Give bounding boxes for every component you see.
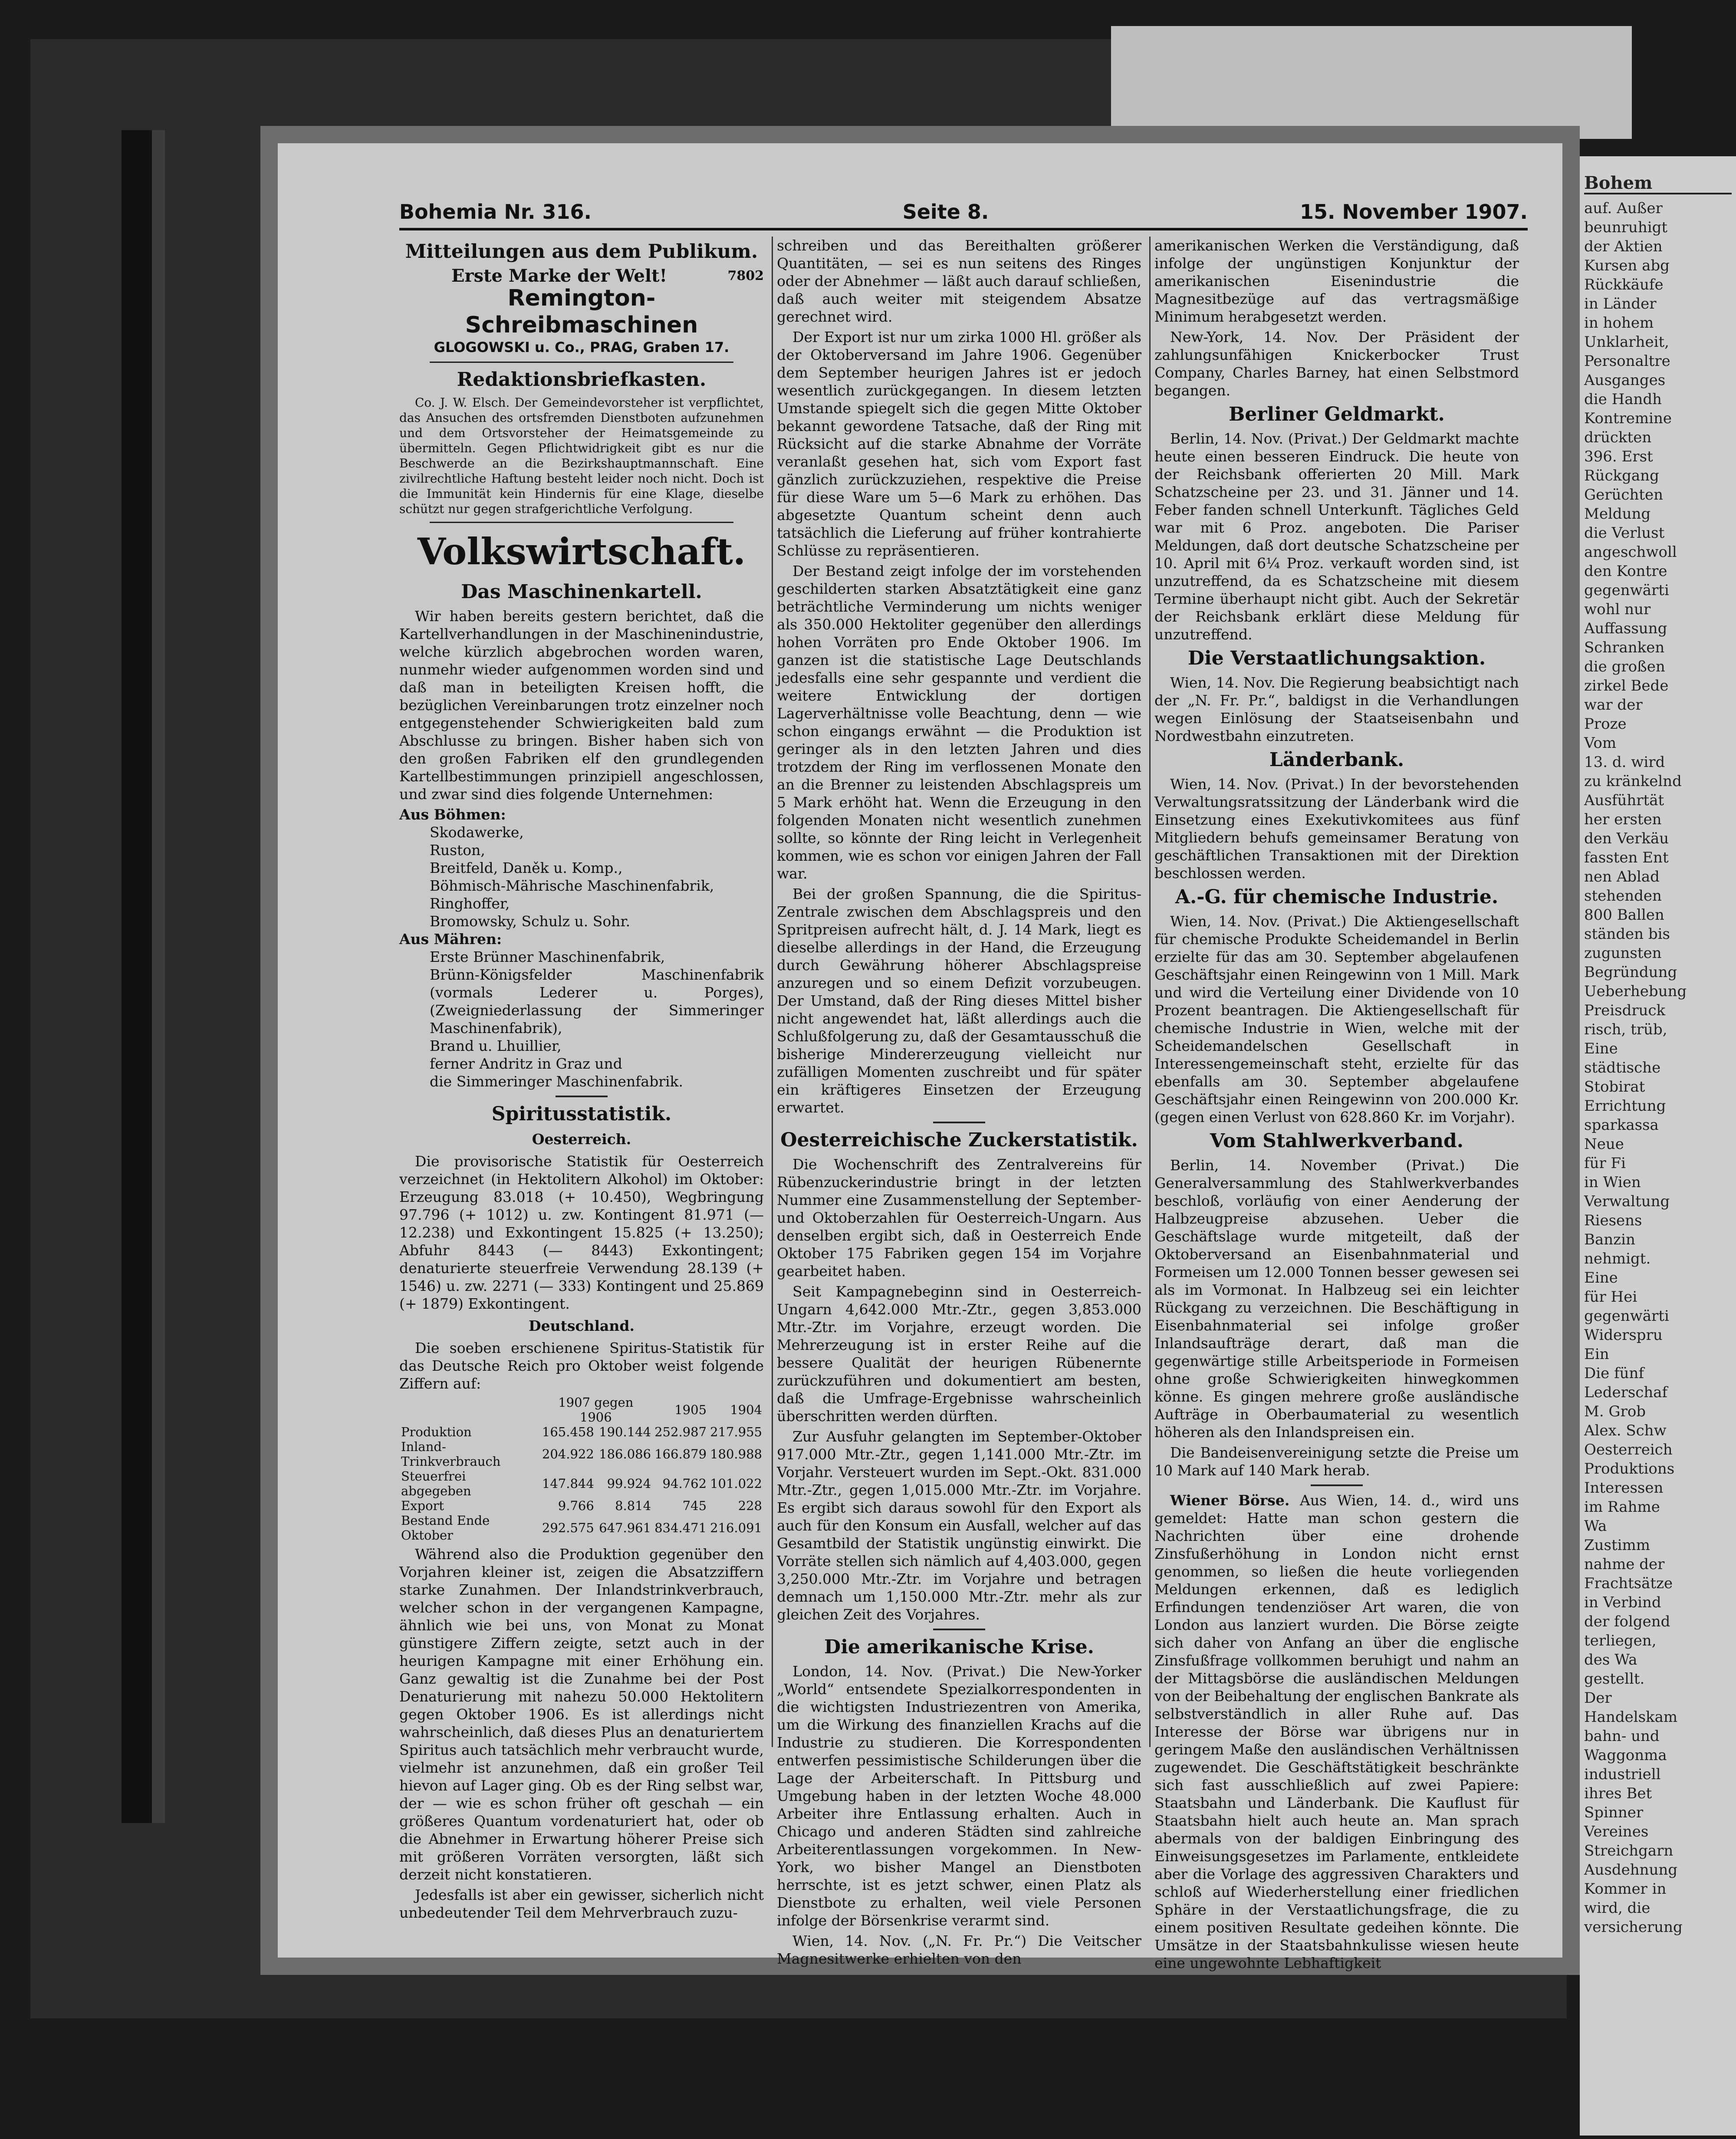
adjacent-line: war der [1584,696,1643,714]
header-left: Bohemia Nr. 316. [399,200,592,224]
briefkasten-heading: Redaktionsbriefkasten. [457,369,707,391]
adjacent-line: nehmigt. [1584,1250,1651,1267]
list-item: Breitfeld, Daněk u. Komp., [430,859,623,876]
adjacent-line: Personaltre [1584,352,1670,370]
adjacent-line: wird, die [1584,1899,1651,1917]
adjacent-line: industriell [1584,1766,1661,1783]
table-cell: 292.575 [542,1520,594,1535]
table-cell: Produktion [401,1425,472,1439]
laenderbank-text: Wien, 14. Nov. (Privat.) In der bevorstehenden Verwaltungsratssitzung der Länderbank wird die Einsetzung eines Exekutivkomitees aus fünf Mitgliedern behufs gemeinsamer Beratung von geschäftlichen Transaktionen mit der Direktion beschlossen werden. [1154,776,1519,882]
oesterreich-text: Die provisorische Statistik für Oesterreich verzeichnet (in Hektolitern Alkohol) im Oktober: Erzeugung 83.018 (+ 10.450), Wegbringung 97.796 (+ 1012) u. zw. Kontingent 81.971 (— 12.238) und Exkontingent 15.825 (+ 13.250); Abfuhr 8443 (— 8443) Exkontingent; denaturierte steuerfreie Verwendung 28.139 (+ 1546) u. zw. 2271 (— 333) Kontingent und 25.869 (+ 1879) Exkontingent. [399,1153,764,1312]
header-rule [399,228,1528,230]
separator [430,522,733,523]
adjacent-line: gestellt. [1584,1670,1645,1688]
adjacent-page-lines [1584,199,1732,1937]
oesterreich-subheading: Oesterreich. [532,1131,631,1148]
adjacent-line: Der [1584,1689,1612,1707]
table-cell: 745 [682,1498,707,1513]
adjacent-line: den Kontre [1584,563,1667,580]
adjacent-line: Produktions [1584,1460,1675,1478]
separator [430,362,733,363]
zucker-text: Zur Ausfuhr gelangten im September-Oktober 917.000 Mtr.-Ztr., gegen 1,141.000 Mtr.-Ztr. im Vorjahr. Versteuert wurden im Sept.-Okt. 831.000 Mtr.-Ztr., gegen 1,015.000 Mtr.-Ztr. im Vorjahre. Es ergibt sich daraus sowohl für den Export als auch für den Konsum ein Ausfall, welcher auf das Gesamtbild der Statistik ungünstig einwirkt. Die Vorräte stellen sich nämlich auf 4,403.000, gegen 3,250.000 Mtr.-Ztr. im Vorjahre und betragen demnach um 1,150.000 Mtr.-Ztr. mehr als zur gleichen Zeit des Vorjahres. [777,1428,1141,1623]
volkswirtschaft-heading: Volkswirtschaft. [417,530,746,573]
adjacent-line: Auffassung [1584,620,1667,637]
article-text: Bei der großen Spannung, die die Spiritus-Zentrale zwischen dem Abschlagspreis und den Spritpreisen aufrecht hält, d. J. 14 Mark, liegt es dieselbe allerdings in der Hand, die Erzeugung durch Gewährung höherer Abschlagspreise anzuregen und so einem Defizit vorzubeugen. Der Umstand, daß der Ring dieses Mittel bisher nicht angewendet hat, läßt allerdings auch die Schlußfolgerung zu, daß der Gesamtausschuß die bisherige Mindererzeugung vielleicht nur zufälligen Momenten zuschreibt und für später ein kräftigeres Einsetzen der Erzeugung erwartet. [777,885,1141,1116]
adjacent-line: Proze [1584,715,1627,733]
table-cell: Bestand Ende Oktober [401,1513,490,1543]
adjacent-line: Streichgarn [1584,1842,1674,1859]
laenderbank-heading: Länderbank. [1269,749,1404,771]
adjacent-line: der Aktien [1584,238,1663,255]
column-2 [777,237,1141,1967]
zucker-text: Seit Kampagnebeginn sind in Oesterreich-Ungarn 4,642.000 Mtr.-Ztr., gegen 3,853.000 Mtr.-Ztr. im Vorjahre, erzeugt worden. Die Mehrerzeugung ist in erster Reihe auf die bessere Qualität der heurigen Rübenernte zurückzuführen und dokumentiert am besten, daß die Umfrage-Ergebnisse wahrscheinlich überschritten werden dürften. [777,1283,1141,1425]
adjacent-line: Meldung [1584,505,1651,523]
mitteilungen-heading: Mitteilungen aus dem Publikum. [405,240,758,263]
table-row [399,1439,764,1469]
list-item: ferner Andritz in Graz und [430,1055,622,1072]
maehren-list [399,930,764,1090]
boehmen-heading: Aus Böhmen: [399,806,506,823]
adjacent-line: in Verbind [1584,1594,1661,1611]
light-band [1111,26,1632,139]
adjacent-line: Rückkäufe [1584,276,1664,293]
verstaatlichung-heading: Die Verstaatlichungsaktion. [1187,647,1486,669]
adjacent-line: Schranken [1584,639,1665,656]
list-item: Bromowsky, Schulz u. Sohr. [430,913,631,930]
adjacent-line: Stobirat [1584,1078,1645,1096]
adjacent-line: zirkel Bede [1584,677,1669,694]
adjacent-line: Wa [1584,1517,1607,1535]
table-cell: 190.144 [599,1425,651,1439]
verstaatlichung-text: Wien, 14. Nov. Die Regierung beabsichtigt nach der „N. Fr. Pr.“, baldigst in die Verhandlungen wegen Einlösung der Staatseisenbahn und Nordwestbahn einzutreten. [1154,674,1519,744]
table-cell: 165.458 [542,1425,594,1439]
adjacent-line: Ausdehnung [1584,1861,1678,1879]
separator [556,1096,608,1097]
list-item: Ringhoffer, [430,895,510,912]
spiritus-heading: Spiritusstatistik. [491,1103,672,1125]
boerse-heading: Wiener Börse. [1170,1492,1290,1509]
table-cell: 94.762 [662,1476,707,1491]
adjacent-line: der folgend [1584,1613,1670,1630]
adjacent-line: zu kränkelnd [1584,773,1682,790]
adjacent-line: auf. Außer [1584,200,1663,217]
adjacent-line: sparkassa [1584,1116,1659,1134]
adjacent-line: die Handh [1584,391,1662,408]
adjacent-line: fassten Ent [1584,849,1669,866]
table-row [399,1513,764,1543]
table-cell: 252.987 [654,1425,707,1439]
deutschland-text: Die soeben erschienene Spiritus-Statistik für das Deutsche Reich pro Oktober weist folgende Ziffern auf: [399,1339,764,1392]
adjacent-line: Zustimm [1584,1537,1650,1554]
column-1 [399,237,764,1921]
adjacent-line: städtische [1584,1059,1661,1076]
adjacent-line: Kontremine [1584,410,1672,427]
deutschland-text-3: Jedesfalls ist aber ein gewisser, sicherlich nicht unbedeutender Teil dem Mehrverbrauch zuzu- [399,1886,764,1921]
adjacent-line: Eine [1584,1269,1618,1287]
adjacent-line: stehenden [1584,887,1662,905]
spiritus-table [399,1395,764,1543]
adjacent-line: Neue [1584,1135,1624,1153]
table-header-row [399,1395,764,1425]
adjacent-line: nahme der [1584,1556,1665,1573]
adjacent-line: nen Ablad [1584,868,1660,885]
table-cell: Inland-Trinkverbrauch [401,1439,501,1469]
adjacent-line: in hohem [1584,314,1654,332]
maehren-heading: Aus Mähren: [399,931,502,948]
adjacent-line: für Fi [1584,1155,1626,1172]
article-text: New-York, 14. Nov. Der Präsident der zahlungsunfähigen Knickerbocker Trust Company, Charles Barney, hat einen Selbstmord begangen. [1154,329,1519,399]
boehmen-list [399,806,764,930]
adjacent-line: bahn- und [1584,1728,1660,1745]
adjacent-line: für Hei [1584,1288,1637,1306]
adjacent-line: Gerüchten [1584,486,1664,503]
table-cell: 101.022 [710,1476,762,1491]
adjacent-line: 13. d. wird [1584,754,1665,771]
adjacent-line: in Länder [1584,295,1657,313]
stahlwerk-text: Berlin, 14. November (Privat.) Die Generalversammlung des Stahlwerkverbandes beschloß, vorläufig von einer Aenderung der Halbzeugpreise abzusehen. Ueber die Geschäftslage wurde mitgeteilt, daß der Oktoberversand an Eisenbahnmaterial und Formeisen um 12.000 Tonnen besser gewesen sei als im Vormonat. In Halbzeug sei ein leichter Rückgang zu verzeichnen. Die Beschäftigung in Eisenbahnmaterial sei infolge großer Inlandsaufträge derart, daß man die gegenwärtige stille Arbeitsperiode in Formeisen ohne große Schwierigkeiten hinwegkommen könne. Es gingen mehrere große ausländische Aufträge in Oberbaumaterial zu wesentlich höheren als den Inlandspreisen ein. [1154,1157,1519,1441]
ad-erste-marke [399,267,764,285]
ad-number: 7802 [727,268,764,283]
adjacent-line: zugunsten [1584,944,1662,962]
adjacent-line: Banzin [1584,1231,1635,1248]
briefkasten-text: Co. J. W. Elsch. Der Gemeindevorsteher ist verpflichtet, das Ansuchen des ortsfremden Dienstboten aufzunehmen und dem Ortsvorsteher der Heimatsgemeinde zu übermitteln. Gegen Pflichtwidrigkeit gibt es nur die Beschwerde an die Bezirkshauptmannschaft. Eine zivilrechtliche Haftung besteht leider noch nicht. Doch ist die Immunität kein Hindernis für eine Klage, dieselbe schützt nur gegen strafgerichtliche Verfolgung. [399,395,764,516]
adjacent-line: den Verkäu [1584,830,1669,847]
book-spine [122,130,165,1823]
table-cell: 1904 [730,1402,762,1417]
table-cell: 228 [738,1498,762,1513]
adjacent-line: Rückgang [1584,467,1659,484]
erste-marke-text: Erste Marke der Welt! [451,266,667,286]
column-rule-1 [772,237,773,1747]
separator [933,1629,985,1630]
adjacent-line: Vom [1584,734,1617,752]
krise-text: Wien, 14. Nov. („N. Fr. Pr.“) Die Veitscher Magnesitwerke erhielten von den [777,1932,1141,1967]
geldmarkt-text: Berlin, 14. Nov. (Privat.) Der Geldmarkt machte heute einen besseren Eindruck. Die heute von der Reichsbank offerierten 20 Mill. Mark Schatzscheine per 23. und 31. Jänner und 14. Feber fanden schnell Unterkunft. Tägliches Geld war mit 6 Proz. angeboten. Die Pariser Meldungen, daß dort deutsche Schatzscheine per 10. April mit 6¼ Proz. verkauft worden sind, ist unzutreffend, da es Schatzscheine mit diesem Termine überhaupt nicht gibt. Auch der Sekretär der Reichsbank erklärt diese Meldung für unzutreffend. [1154,430,1519,643]
maschinenkartell-heading: Das Maschinenkartell. [461,581,702,603]
article-text: amerikanischen Werken die Verständigung, daß infolge der ungünstigen Konjunktur der amerikanischen Eisenindustrie die Magnesitbezüge auf das vertragsmäßige Minimum herabgesetzt werden. [1154,237,1519,325]
adjacent-line: die Verlust [1584,524,1665,542]
table-cell: 8.814 [615,1498,651,1513]
list-item: Brand u. Lhuillier, [430,1037,562,1054]
deutschland-subheading: Deutschland. [529,1317,635,1334]
boerse-body: Aus Wien, 14. d., wird uns gemeldet: Hatte man schon gestern die Nachrichten über eine drohende Zinsfußerhöhung in London nicht ernst genommen, so ließen die heute vorliegenden Meldungen erkennen, daß es lediglich Erfindungen tendenziöser Art waren, die von London aus lanziert wurden. Die Börse zeigte sich daher von Anfang an über die englische Zinsfußfrage vollkommen beruhigt und nahm an der Mittagsbörse die ausländischen Meldungen von der Beibehaltung der englischen Bankrate als selbstverständlich in aller Ruhe auf. Das Interesse der Börse war übrigens nur in geringem Maße den ausländischen Verhältnissen zugewendet. Die Geschäftstätigkeit beschränkte sich fast ausschließlich auf zwei Papiere: Staatsbahn und Länderbank. Die Kauflust für Staatsbahn hielt auch heute an. Man sprach abermals von der baldigen Einbringung des Einweisungsgesetzes im Parlamente, entkleidete aber die Vorlage des aggressiven Charakters und schloß auf Wiederherstellung einer friedlichen Sphäre in der Verstaatlichungsfrage, die zu einem positiven Resultate gedeihen könnte. Die Umsätze in der Staatsbahnkulisse wiesen heute eine ungewohnte Lebhaftigkeit [1154,1492,1519,1971]
adjacent-line: terliegen, [1584,1632,1657,1649]
table-cell: 186.086 [599,1447,651,1461]
table-cell: 166.879 [654,1447,707,1461]
ag-text: Wien, 14. Nov. (Privat.) Die Aktiengesellschaft für chemische Produkte Scheidemandel in Berlin erzielte für das am 30. September abgelaufenen Geschäftsjahr einen Reingewinn von 1 Mill. Mark und wird die Verteilung einer Dividende von 10 Prozent beantragen. Die Aktiengesellschaft für chemische Industrie in Wien, welche mit der Scheidemandelschen Gesellschaft in Interessengemeinschaft steht, erzielte für das ebenfalls am 30. September abgelaufene Geschäftsjahr einen Reingewinn von 200.000 Kr. (gegen einen Verlust von 628.860 Kr. im Vorjahr). [1154,913,1519,1125]
adjacent-line: Die fünf [1584,1365,1644,1382]
glogowski-address: GLOGOWSKI u. Co., PRAG, Graben 17. [434,339,730,355]
table-cell: 1907 gegen 1906 [558,1395,634,1425]
adjacent-page [1580,156,1736,2136]
adjacent-line: des Wa [1584,1651,1637,1668]
adjacent-line: Ein [1584,1346,1609,1363]
adjacent-line: M. Grob [1584,1403,1646,1420]
table-row [399,1498,764,1513]
list-item: die Simmeringer Maschinenfabrik. [430,1073,684,1090]
adjacent-line: Begründung [1584,964,1677,981]
adjacent-line: 396. Erst [1584,448,1653,465]
adjacent-line: Preisdruck [1584,1002,1666,1019]
newspaper-page [278,143,1562,1971]
zucker-text: Die Wochenschrift des Zentralvereins für Rübenzuckerindustrie bringt in der letzten Nummer eine Zusammenstellung der September- und Oktoberzahlen für Oesterreich-Ungarn. Aus denselben ergibt sich, daß in Oesterreich Ende Oktober 175 Fabriken gegen 154 im Vorjahre gearbeitet haben. [777,1156,1141,1280]
adjacent-line: Ueberhebung [1584,983,1687,1000]
adjacent-line: Spinner [1584,1804,1644,1821]
adjacent-page-header: Bohem [1584,174,1732,194]
adjacent-line: die großen [1584,658,1665,675]
article-text: Der Export ist nur um zirka 1000 Hl. größer als der Oktoberversand im Jahre 1906. Gegenüber dem September heurigen Jahres ist er jedoch wesentlich zurückgegangen. In diesem letzten Umstande spiegelt sich die gegen Mitte Oktober bekannt gewordene Tatsache, daß der Ring mit Rücksicht auf die starke Abnahme der Vorräte veranlaßt gesehen hat, sich vom Export fast gänzlich zurückzuziehen, respektive die Preise für diese Ware um 5—6 Mark zu erhöhen. Das abgesetzte Quantum scheint denn auch tatsächlich die Lieferung auf früher kontrahierte Schlüsse zu repräsentieren. [777,329,1141,559]
adjacent-line: Ausführtät [1584,792,1664,809]
table-cell: 216.091 [710,1520,762,1535]
adjacent-line: Ausganges [1584,372,1666,389]
table-cell [399,1395,539,1425]
krise-text: London, 14. Nov. (Privat.) Die New-Yorker „World“ entsendete Spezialkorrespondenten in die wichtigsten Industriezentren von Amerika, um die Wirkung des finanziellen Krachs auf die Industrie zu studieren. Die Korrespondenten entwerfen pessimistische Schilderungen über die Lage der Arbeiterschaft. In Pittsburg und Umgebung haben in der letzten Woche 48.000 Arbeiter ihre Entlassung erhalten. Auch in Chicago und anderen Städten sind zahlreiche Arbeiterentlassungen vorgekommen. In New-York, wo bisher Mangel an Dienstboten herrschte, ist es jetzt schwer, einen Platz als Dienstbote zu erhalten, weil viele Personen infolge der Börsenkrise verarmt sind. [777,1663,1141,1929]
table-cell: 99.924 [607,1476,651,1491]
adjacent-line: Widerspru [1584,1326,1663,1344]
boerse-text [1154,1491,1519,1972]
list-item: Böhmisch-Mährische Maschinenfabrik, [430,877,714,894]
adjacent-line: ihres Bet [1584,1785,1652,1802]
adjacent-line: Kursen abg [1584,257,1670,274]
table-cell: 1905 [674,1402,707,1417]
table-row [399,1425,764,1439]
stahlwerk-heading: Vom Stahlwerkverband. [1210,1130,1464,1152]
table-cell: 180.988 [710,1447,762,1461]
deutschland-text-2: Während also die Produktion gegenüber den Vorjahren kleiner ist, zeigen die Absatzziffern starke Zunahmen. Der Inlandstrinkverbrauch, welcher schon in der vergangenen Kampagne, ähnlich wie bei uns, von Monat zu Monat günstigere Ziffern zeigte, setzt auch in der heurigen Kampagne mit einer Erhöhung ein. Ganz gewaltig ist die Zunahme bei der Post Denaturierung mit nahezu 50.000 Hektolitern gegen Oktober 1906. Es ist allerdings nicht wahrscheinlich, daß dieses Plus an denaturiertem Spiritus auch tatsächlich mehr verbraucht wurde, vielmehr ist anzunehmen, daß ein großer Teil hievon auf Lager ging. Ob es der Ring selbst war, der — wie es schon früher oft geschah — ein größeres Quantum vordenaturiert hat, oder ob die Abnehmer in Erwartung höherer Preise sich mit größeren Vorräten versorgten, läßt sich derzeit nicht konstatieren. [399,1546,764,1883]
adjacent-line: Kommer in [1584,1880,1667,1898]
adjacent-line: Handelskam [1584,1708,1678,1726]
adjacent-line: im Rahme [1584,1498,1660,1516]
list-item: Ruston, [430,842,485,859]
header-center: Seite 8. [902,200,989,224]
table-cell: 647.961 [599,1520,651,1535]
adjacent-line: wohl nur [1584,601,1651,618]
article-text: Der Bestand zeigt infolge der im vorstehenden geschilderten starken Absatztätigkeit eine ganz beträchtliche Verminderung um nichts weniger als 350.000 Hektoliter gegenüber den allerdings hohen Vorräten pro Ende Oktober 1906. Im ganzen ist die statistische Lage Deutschlands jedesfalls eine sehr gespannte und verdient die weitere Entwicklung der dortigen Lagerverhältnisse volle Beachtung, denn — wie schon eingangs erwähnt — die Produktion ist geringer als in den letzten Jahren und dies trotzdem der Ring im verflossenen Monate den an die Brenner zu leistenden Abschlagspreis um 5 Mark erhöht hat. Wenn die Erzeugung in den folgenden Monaten nicht wesentlich zunehmen sollte, so könnte der Ring leicht in Verlegenheit kommen, wie es schon vor einigen Jahren der Fall war. [777,563,1141,882]
column-3 [1154,237,1519,1971]
table-cell: 204.922 [542,1447,594,1461]
adjacent-line: drückten [1584,429,1652,446]
table-cell: Steuerfrei abgegeben [401,1469,471,1498]
geldmarkt-heading: Berliner Geldmarkt. [1229,403,1445,425]
list-item: Erste Brünner Maschinenfabrik, [430,948,665,965]
article-text: schreiben und das Bereithalten größerer Quantitäten, — sei es nun seitens des Ringes oder der Abnehmer — läßt auch darauf schließen, daß auch weiter mit steigendem Absatze gerechnet wird. [777,237,1141,325]
separator [933,1122,985,1123]
adjacent-line: Waggonma [1584,1747,1667,1764]
adjacent-line: beunruhigt [1584,219,1668,236]
adjacent-line: Vereines [1584,1823,1649,1840]
adjacent-line: Verwaltung [1584,1193,1670,1210]
adjacent-line: angeschwoll [1584,543,1677,561]
krise-heading: Die amerikanische Krise. [824,1636,1094,1658]
table-cell: 9.766 [558,1498,594,1513]
adjacent-line: Alex. Schw [1584,1422,1667,1439]
list-item: Skodawerke, [430,824,524,841]
header-right: 15. November 1907. [1299,200,1528,224]
column-rule-2 [1149,237,1151,1747]
adjacent-line: Eine [1584,1040,1618,1057]
adjacent-line: Lederschaf [1584,1384,1668,1401]
stahlwerk-text-2: Die Bandeisenvereinigung setzte die Preise um 10 Mark auf 140 Mark herab. [1154,1444,1519,1479]
table-cell: 147.844 [542,1476,594,1491]
adjacent-line: 800 Ballen [1584,906,1664,924]
ag-heading: A.-G. für chemische Industrie. [1175,886,1499,908]
page-header [399,184,1528,224]
table-cell: 834.471 [654,1520,707,1535]
remington-ad: Remington-Schreibmaschinen [465,285,698,338]
adjacent-line: Interessen [1584,1479,1664,1497]
adjacent-line: versicherung [1584,1919,1683,1936]
list-item: Brünn-Königsfelder Maschinenfabrik (vormals Lederer u. Porges), (Zweigniederlassung der Simmeringer Maschinenfabrik), [430,966,764,1037]
adjacent-line: Frachtsätze [1584,1575,1673,1592]
adjacent-line: gegenwärti [1584,582,1669,599]
adjacent-line: gegenwärti [1584,1307,1669,1325]
adjacent-line: Oesterreich [1584,1441,1673,1458]
adjacent-page-text [1580,156,1736,1954]
separator [1311,1484,1363,1486]
adjacent-line: Errichtung [1584,1097,1666,1115]
adjacent-line: ständen bis [1584,925,1670,943]
adjacent-line: Riesens [1584,1212,1642,1229]
maschinenkartell-text: Wir haben bereits gestern berichtet, daß die Kartellverhandlungen in der Maschinenindustrie, welche kürzlich abgebrochen worden waren, nunmehr wieder aufgenommen worden sind und daß man in beteiligten Kreisen hofft, die bezüglichen Vereinbarungen trotz einzelner noch entgegenstehender Schwierigkeiten bald zum Abschlusse zu bringen. Bisher haben sich von den großen Fabriken elf den grundlegenden Kartellbestimmungen prinzipiell angeschlossen, und zwar sind dies folgende Unternehmen: [399,608,764,803]
adjacent-line: Unklarheit, [1584,333,1669,351]
table-cell: 217.955 [710,1425,762,1439]
adjacent-line: in Wien [1584,1174,1641,1191]
zucker-heading: Oesterreichische Zuckerstatistik. [780,1129,1138,1151]
table-cell: Export [401,1498,444,1513]
adjacent-line: her ersten [1584,811,1662,828]
adjacent-line: risch, trüb, [1584,1021,1667,1038]
table-row [399,1469,764,1498]
